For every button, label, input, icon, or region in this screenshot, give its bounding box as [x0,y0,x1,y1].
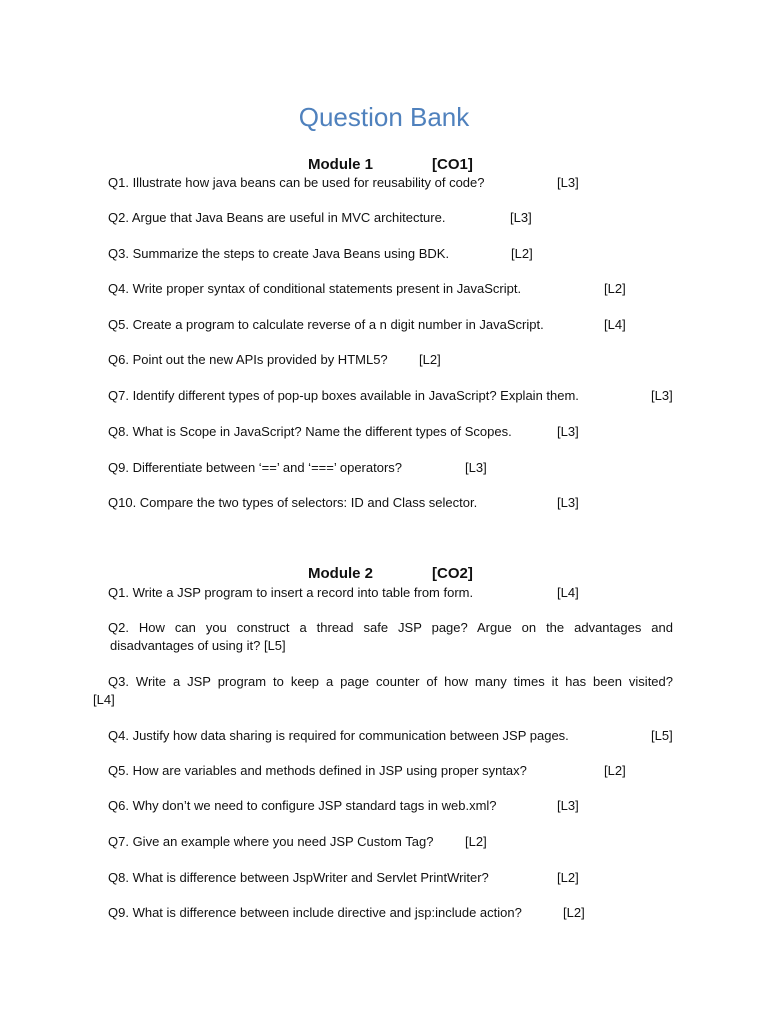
question-item [108,494,579,512]
question-item [108,387,673,405]
question-text: Q9. What is difference between include directive and jsp:include action? [108,905,522,920]
question-item [108,245,533,263]
question-item [108,351,441,369]
question-text: Q5. How are variables and methods defined in JSP using proper syntax? [108,763,527,778]
question-text: Q8. What is Scope in JavaScript? Name the different types of Scopes. [108,424,512,439]
question-text: disadvantages of using it? [110,638,261,653]
question-level: [L2] [419,352,441,367]
question-text: Q9. Differentiate between ‘==’ and ‘===’ operators? [108,460,403,475]
question-level: [L4] [93,692,115,707]
module-heading [308,564,473,584]
question-item [108,762,626,780]
question-text: Q4. Write proper syntax of conditional statements present in JavaScript. [108,281,522,296]
module-name: Module 1 [308,156,374,173]
question-item [108,869,579,887]
question-text: Q1. Write a JSP program to insert a record into table from form. [108,585,474,600]
question-item [108,797,579,815]
question-level: [L3] [557,175,579,190]
question-level: [L5] [263,638,286,653]
question-text: Q5. Create a program to calculate reverse of a n digit number in JavaScript. [108,317,544,332]
question-item [108,209,532,227]
question-item [108,174,579,192]
question-level: [L2] [604,763,626,778]
question-item [108,316,626,334]
question-continuation [93,691,115,709]
question-item [108,584,579,602]
question-item [108,673,673,691]
question-text: Q8. What is difference between JspWriter and Servlet PrintWriter? [108,870,489,885]
question-level: [L3] [557,495,579,510]
question-item [108,619,673,637]
question-item [108,833,487,851]
question-text: Q7. Identify different types of pop-up boxes available in JavaScript? Explain them. [108,388,579,403]
question-item [108,727,673,745]
page-title: Question Bank [298,102,470,132]
question-level: [L3] [510,210,532,225]
question-text: Q2. Argue that Java Beans are useful in MVC architecture. [108,210,446,225]
question-continuation [110,637,286,655]
question-item [108,904,585,922]
question-text: Q1. Illustrate how java beans can be used for reusability of code? [108,175,485,190]
question-text: Q4. Justify how data sharing is required for communication between JSP pages. [108,728,569,743]
question-text: Q6. Point out the new APIs provided by HTML5? [108,352,388,367]
question-text: Q2. How can you construct a thread safe JSP page? Argue on the advantages and [108,620,673,635]
question-level: [L3] [465,460,487,475]
question-level: [L2] [557,870,579,885]
question-level: [L3] [557,798,579,813]
question-level: [L5] [651,728,673,743]
question-text: Q7. Give an example where you need JSP Custom Tag? [108,834,434,849]
question-text: Q10. Compare the two types of selectors: ID and Class selector. [108,495,478,510]
question-level: [L2] [604,281,626,296]
question-item [108,423,579,441]
question-level: [L4] [557,585,579,600]
module-heading [308,155,473,175]
module-name: Module 2 [308,565,374,582]
question-item [108,280,626,298]
question-item [108,459,487,477]
question-level: [L3] [557,424,579,439]
question-text: Q6. Why don’t we need to configure JSP standard tags in web.xml? [108,798,497,813]
question-level: [L2] [465,834,487,849]
question-level: [L3] [651,388,673,403]
question-text: Q3. Summarize the steps to create Java Beans using BDK. [108,246,450,261]
question-level: [L2] [511,246,533,261]
course-outcome: [CO2] [432,565,473,582]
course-outcome: [CO1] [432,156,473,173]
question-level: [L4] [604,317,626,332]
question-level: [L2] [563,905,585,920]
question-text: Q3. Write a JSP program to keep a page counter of how many times it has been visited? [108,674,673,689]
